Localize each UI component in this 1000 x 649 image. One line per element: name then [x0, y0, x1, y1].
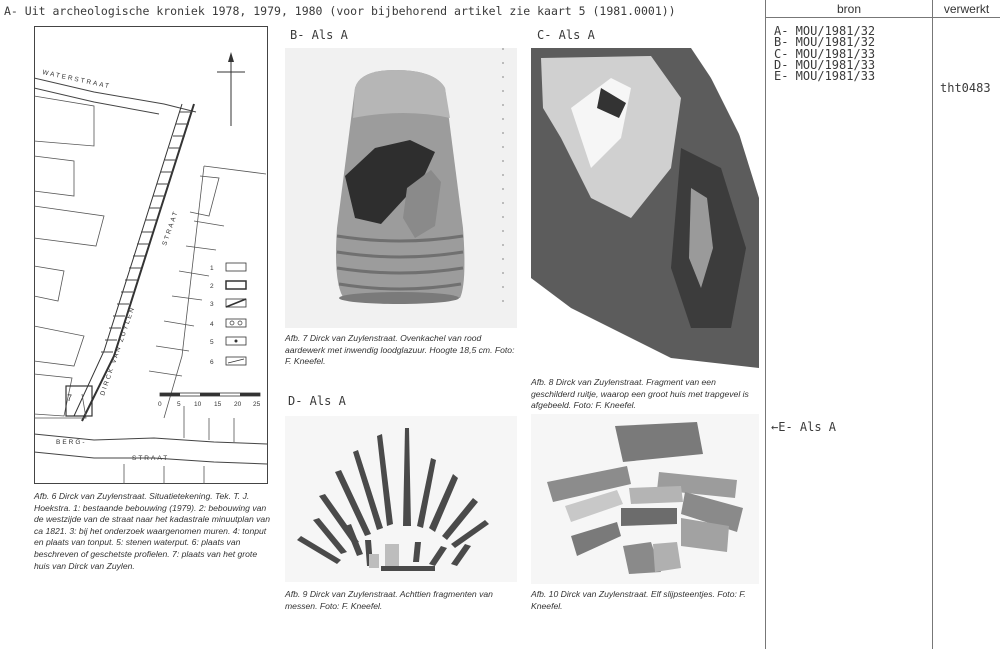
col-header-verwerkt: verwerkt — [943, 2, 990, 16]
situation-map — [34, 26, 268, 484]
bron-entry: B- MOU/1981/32 — [774, 35, 876, 50]
scale-label: 5 — [177, 401, 181, 408]
scale-label: 20 — [234, 401, 242, 408]
map-street-berg: BERG- — [56, 439, 87, 446]
legend-number: 6 — [210, 359, 214, 366]
legend-number: 1 — [210, 265, 214, 272]
scale-label: 0 — [158, 401, 162, 408]
legend-number: 2 — [210, 283, 214, 290]
label-c: C- Als A — [537, 28, 595, 42]
legend-number: 3 — [210, 301, 214, 308]
caption-afb8: Afb. 8 Dirck van Zuylenstraat. Fragment van een geschilderd ruitje, waarop een groot huis met trapgevel is afgebeeld. Foto: F. Kneefel. — [531, 377, 749, 411]
bron-entry: E- MOU/1981/33 — [774, 69, 876, 84]
photo-glass-fragment — [531, 48, 759, 368]
map-street-straat-bottom: STRAAT — [132, 455, 170, 462]
bron-entry: D- MOU/1981/33 — [774, 57, 876, 72]
col-header-bron: bron — [836, 2, 862, 16]
caption-afb6: Afb. 6 Dirck van Zuylenstraat. Situatietekening. Tek. T. J. Hoekstra. 1: bestaande bebouwing (1979). 2: bebouwing van de westzijde van de straat naar het kadastrale minuutplan van ca 1821. 3: bij het onderzoek waargenomen muren. 4: tonput en plaats van tonput. 5: stenen waterput. 6: plaats van beschreven of geschetste profielen. 7: plaats van het grote huis van Dirck van Zuylen. — [34, 491, 270, 571]
caption-afb10: Afb. 10 Dirck van Zuylenstraat. Elf slijpsteentjes. Foto: F. Kneefel. — [531, 589, 746, 611]
bron-entry: A- MOU/1981/32 — [774, 24, 876, 38]
legend-number: 4 — [210, 321, 214, 328]
label-d: D- Als A — [288, 394, 346, 408]
verwerkt-entry: tht0483 — [940, 81, 991, 95]
caption-afb9: Afb. 9 Dirck van Zuylenstraat. Achttien fragmenten van messen. Foto: F. Kneefel. — [285, 589, 493, 611]
table-header-rule — [766, 17, 1000, 18]
photo-oven-tile — [285, 48, 517, 328]
bron-list — [774, 26, 875, 82]
bron-entry: C- MOU/1981/33 — [774, 46, 876, 61]
caption-afb7: Afb. 7 Dirck van Zuylenstraat. Ovenkachel van rood aardewerk met inwendig loodglazuur. Hoogte 18,5 cm. Foto: F. Kneefel. — [285, 333, 515, 367]
map-street-straat-vertical: STRAAT — [161, 209, 180, 247]
header-title: A- Uit archeologische kroniek 1978, 1979, 1980 (voor bijbehorend artikel zie kaart 5 (1981.0001)) — [4, 4, 676, 18]
label-b: B- Als A — [290, 28, 348, 42]
map-street-dirck: DIRCK VAN ZUYLEN — [99, 305, 137, 397]
legend-number: 5 — [210, 339, 214, 346]
map-street-water: WATERSTRAAT — [41, 69, 112, 91]
table-divider — [932, 0, 933, 649]
label-e: ←E- Als A — [771, 420, 837, 434]
map-lot-number: 7 — [67, 393, 73, 403]
photo-whetstones — [531, 414, 759, 584]
table-border-left — [765, 0, 766, 649]
scale-label: 15 — [214, 401, 222, 408]
scale-label: 25 — [253, 401, 261, 408]
scale-label: 10 — [194, 401, 202, 408]
photo-knife-fragments — [285, 416, 517, 582]
